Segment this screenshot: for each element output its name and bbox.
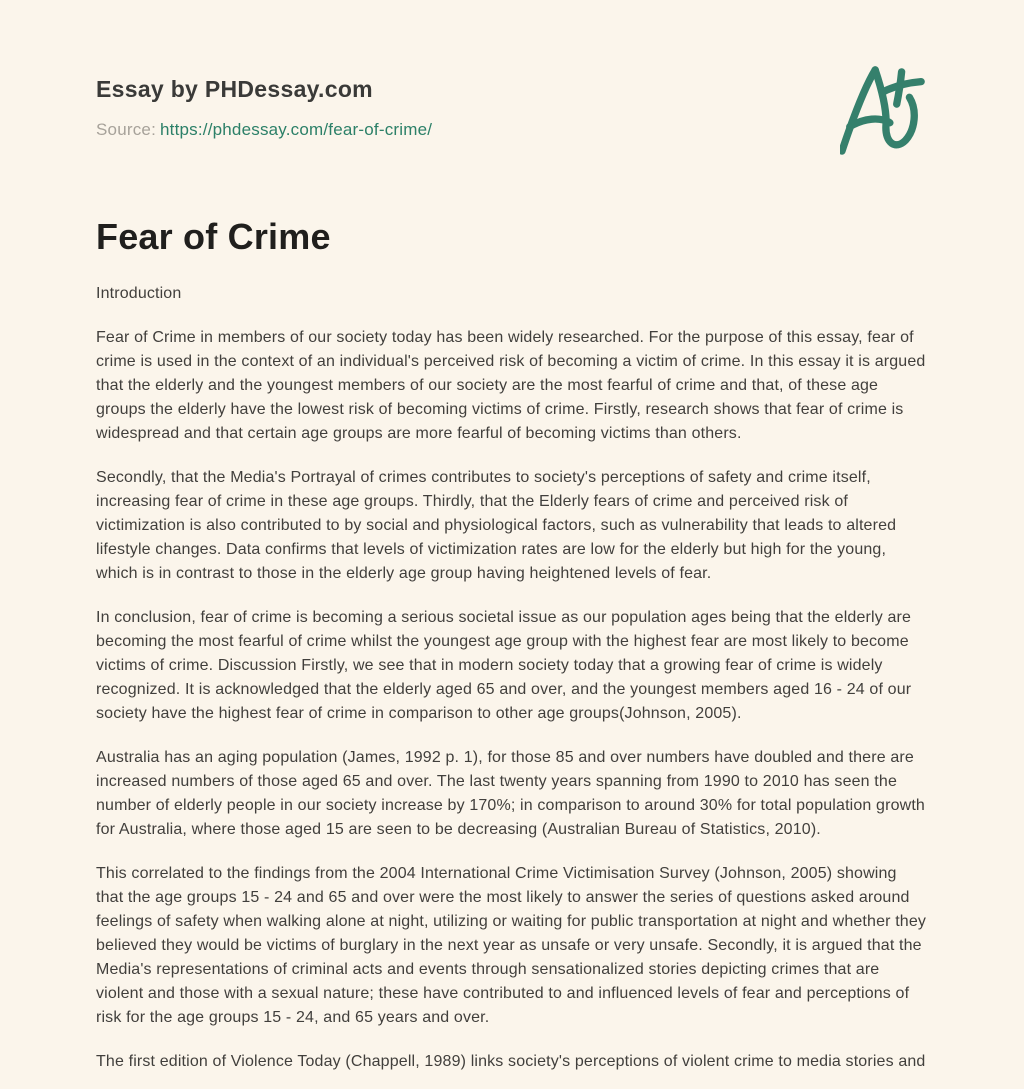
page-header-title: Essay by PHDessay.com	[96, 76, 373, 102]
essay-paragraph: Australia has an aging population (James, 1992 p. 1), for those 85 and over numbers have doubled and there are increased numbers of those aged 65 and over. The last twenty years spanning from 1990 to 2010 has seen the number of elderly people in our society increase by 170%; in comparison to around 30% for total population growth for Australia, where those aged 15 are seen to be decreasing (Australian Bureau of Statistics, 2010).	[96, 749, 925, 838]
source-link[interactable]: https://phdessay.com/fear-of-crime/	[160, 120, 433, 139]
essay-body	[96, 282, 928, 1074]
essay-page	[96, 0, 928, 1074]
essay-paragraph: Secondly, that the Media's Portrayal of crimes contributes to society's perceptions of safety and crime itself, increasing fear of crime in these age groups. Thirdly, that the Elderly fears of crime and perceived risk of victimization is also contributed to by social and physiological factors, such as vulnerability that leads to altered lifestyle changes. Data confirms that levels of victimization rates are low for the elderly but high for the young, which is in contrast to those in the elderly age group having heightened levels of fear.	[96, 469, 897, 582]
essay-paragraph-introduction: Introduction	[96, 285, 182, 302]
essay-paragraph: The first edition of Violence Today (Chappell, 1989) links society's perceptions of violent crime to media stories and	[96, 1053, 926, 1070]
essay-title: Fear of Crime	[96, 216, 331, 257]
source-line	[96, 120, 928, 140]
essay-paragraph: Fear of Crime in members of our society today has been widely researched. For the purpose of this essay, fear of crime is used in the context of an individual's perceived risk of becoming a victim of crime. In this essay it is argued that the elderly and the youngest members of our society are the most fearful of crime and that, of these age groups the elderly have the lowest risk of becoming victims of crime. Firstly, research shows that fear of crime is widespread and that certain age groups are more fearful of becoming victims than others.	[96, 329, 926, 442]
essay-paragraph: In conclusion, fear of crime is becoming a serious societal issue as our population ages being that the elderly are becoming the most fearful of crime whilst the youngest age group with the highest fear are most likely to become victims of crime. Discussion Firstly, we see that in modern society today that a growing fear of crime is widely recognized. It is acknowledged that the elderly aged 65 and over, and the youngest members aged 16 - 24 of our society have the highest fear of crime in comparison to other age groups(Johnson, 2005).	[96, 609, 912, 722]
source-label: Source:	[96, 120, 156, 139]
a-plus-logo-icon	[840, 64, 928, 156]
essay-paragraph: This correlated to the findings from the 2004 International Crime Victimisation Survey (Johnson, 2005) showing that the age groups 15 - 24 and 65 and over were the most likely to answer the series of questions asked around feelings of safety when walking alone at night, utilizing or waiting for public transportation at night and whether they believed they would be victims of burglary in the next year as unsafe or very unsafe. Secondly, it is argued that the Media's representations of criminal acts and events through sensationalized stories depicting crimes that are violent and those with a sexual nature; these have contributed to and influenced levels of fear and perceptions of risk for the age groups 15 - 24, and 65 years and over.	[96, 865, 927, 1026]
